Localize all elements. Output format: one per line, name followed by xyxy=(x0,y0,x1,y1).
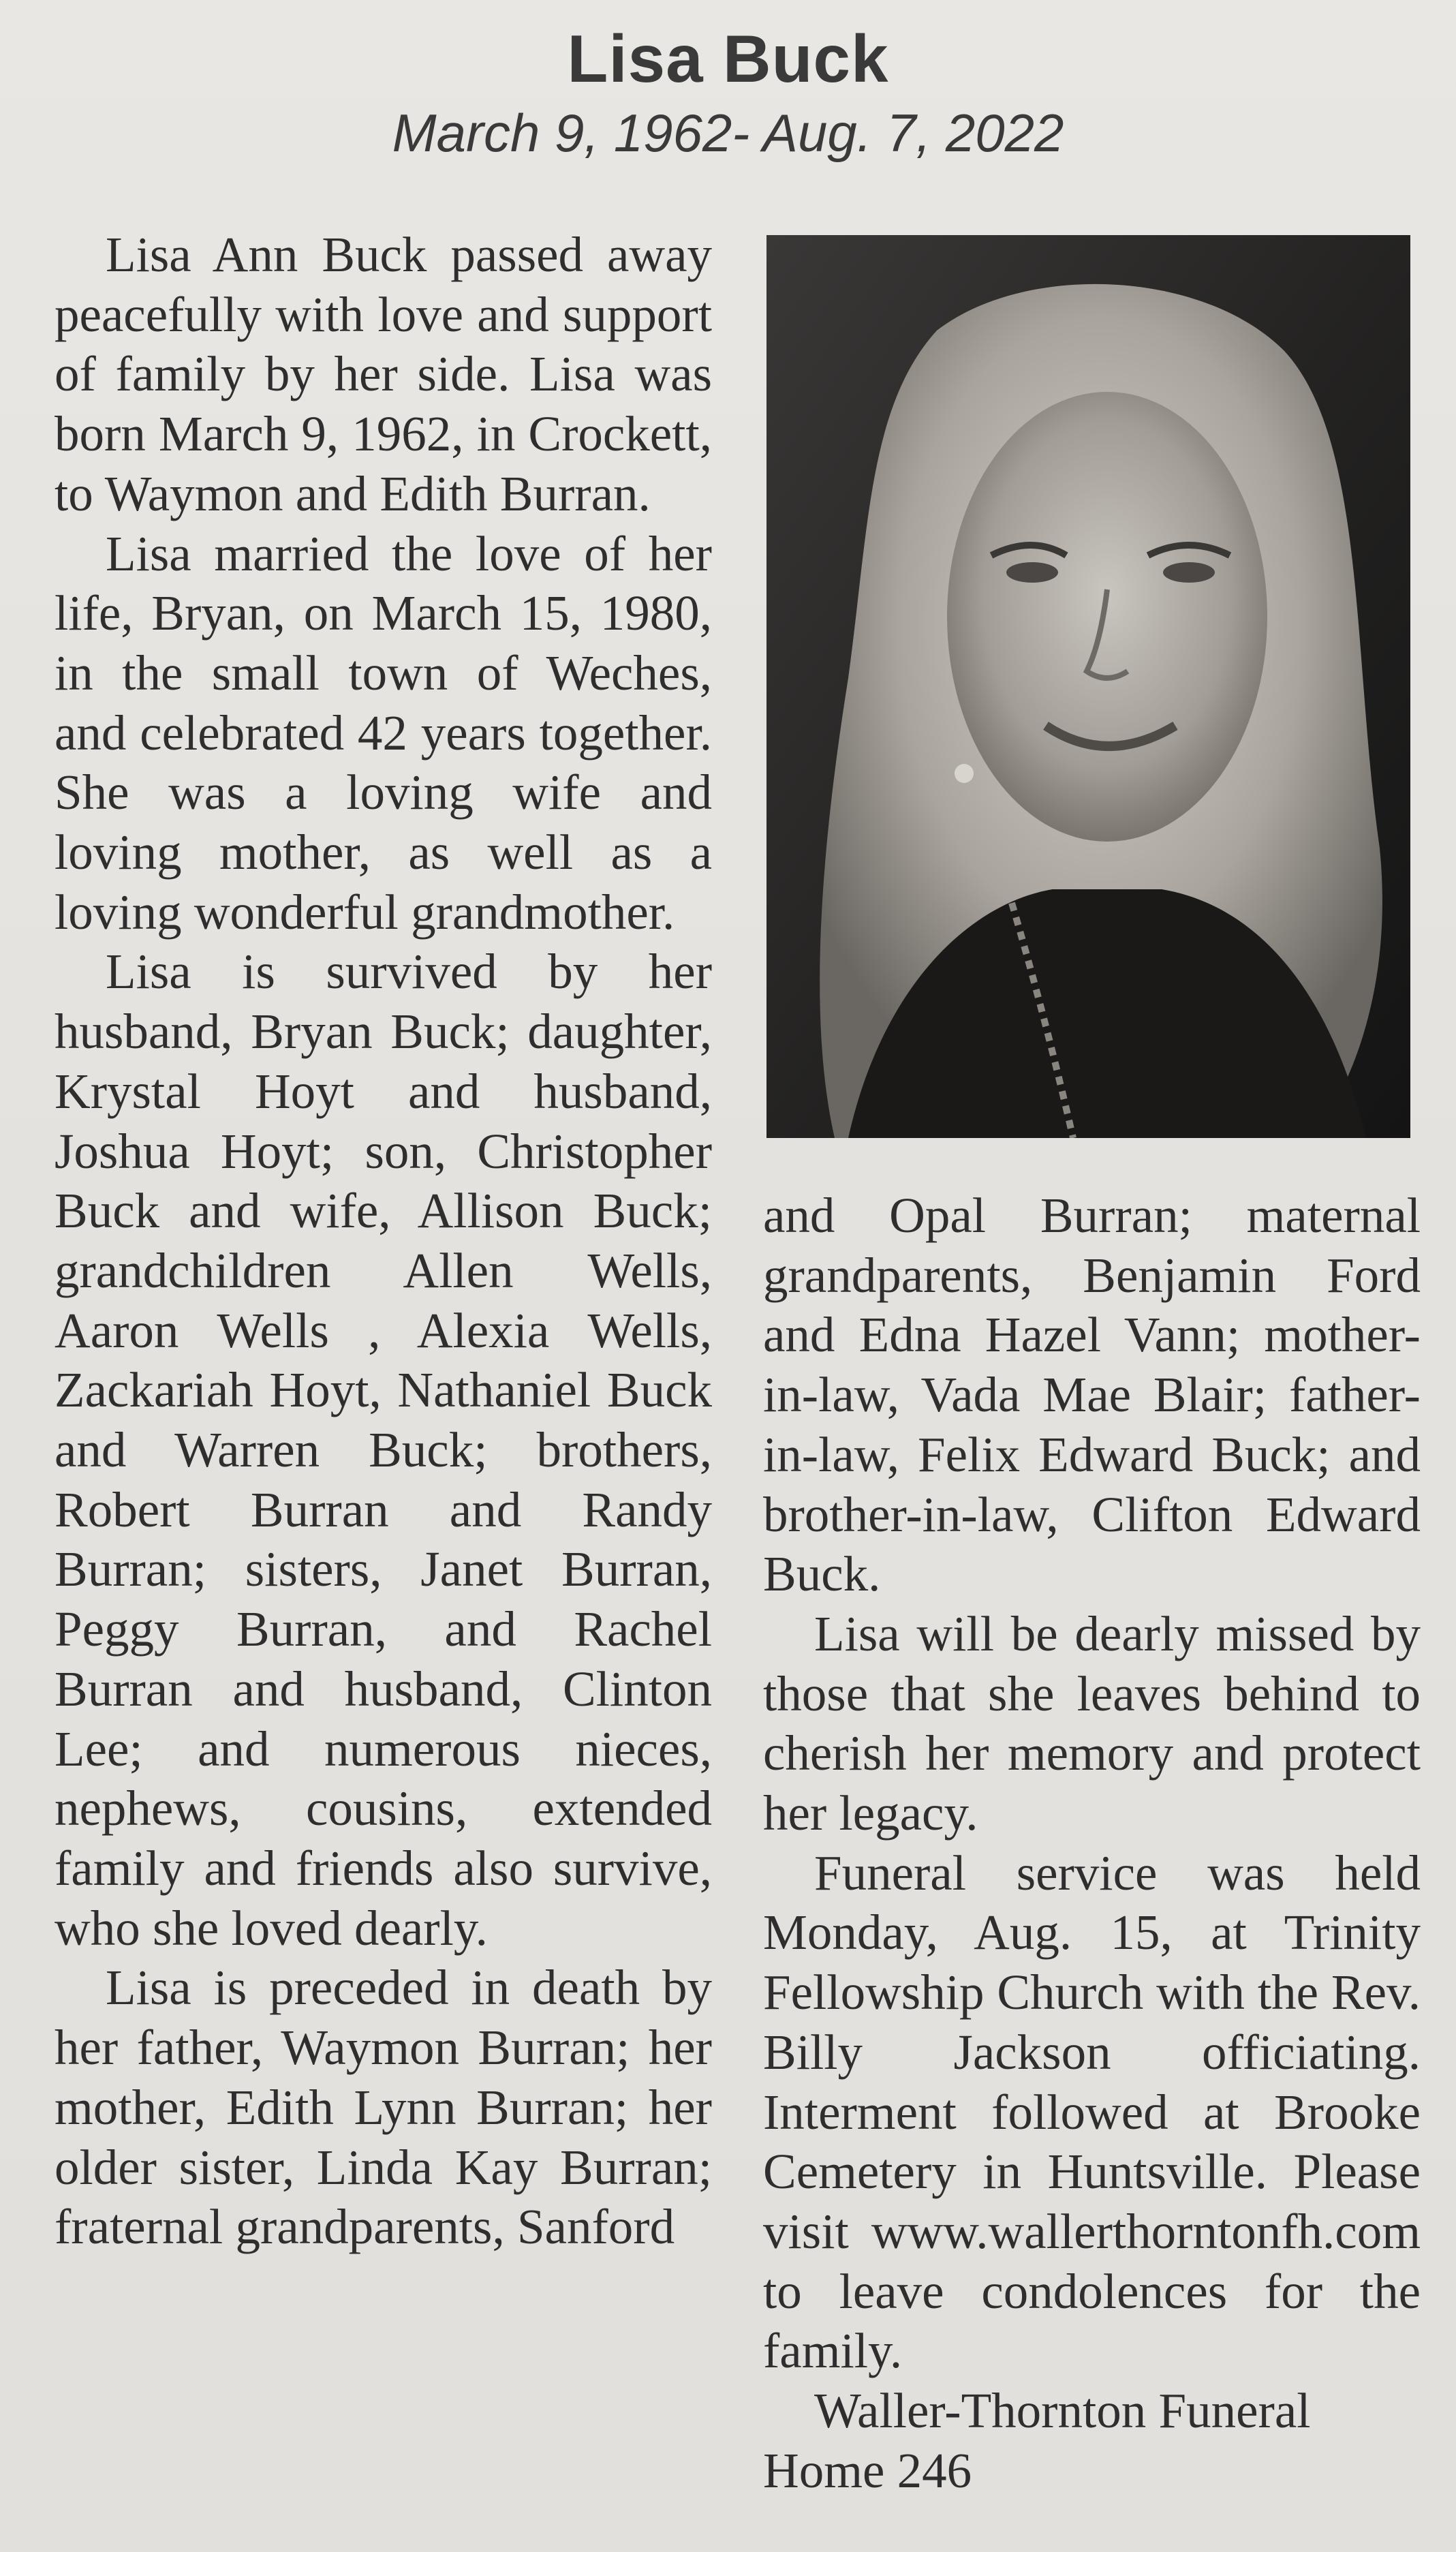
paragraph-funeral: Funeral service was held Monday, Aug. 15, at Trinity Fellowship Church with the Rev. Billy Jackson officiating. Interment followed at Brooke Cemetery in Huntsville. Please visit www.wallerthorntonfh.com to leave condolences for the family. xyxy=(763,1845,1421,2379)
paragraph-preceded: Lisa is preceded in death by her father, Waymon Burran; her mother, Edith Lynn Burran; her older sister, Linda Kay Burran; fraternal grandparents, Sanford xyxy=(55,1960,712,2255)
paragraph-marriage: Lisa married the love of her life, Bryan, on March 15, 1980, in the small town of Weches, and celebrated 42 years together. She was a loving wife and loving mother, as well as a loving wonderful grandmother. xyxy=(55,525,712,940)
paragraph-passing: Lisa Ann Buck passed away peacefully with love and support of family by her side. Lisa was born March 9, 1962, in Crockett, to Waymon and Edith Burran. xyxy=(55,227,712,521)
obituary-dates: March 9, 1962- Aug. 7, 2022 xyxy=(392,103,1064,163)
paragraph-funeral-home: Waller-Thornton Funeral Home 246 xyxy=(763,2383,1311,2498)
paragraph-legacy: Lisa will be dearly missed by those that she leaves behind to cherish her memory and protect her legacy. xyxy=(763,1605,1421,1841)
obituary-name: Lisa Buck xyxy=(567,21,889,96)
portrait-photo xyxy=(766,235,1410,1138)
left-column xyxy=(55,225,712,2257)
paragraph-survivors: Lisa is survived by her husband, Bryan Buck; daughter, Krystal Hoyt and husband, Joshua Hoyt; son, Christopher Buck and wife, Allison Buck; grandchildren Allen Wells, Aaron Wells , Alexia Wells, Zackariah Hoyt, Nathaniel Buck and Warren Buck; brothers, Robert Burran and Randy Burran; sisters, Janet Burran, Peggy Burran, and Rachel Burran and husband, Clinton Lee; and numerous nieces, nephews, cousins, extended family and friends also survive, who she loved dearly. xyxy=(55,944,712,1956)
paragraph-preceded-continued: and Opal Burran; maternal grandparents, Benjamin Ford and Edna Hazel Vann; mother-in-law, Vada Mae Blair; father-in-law, Felix Edward Buck; and brother-in-law, Clifton Edward Buck. xyxy=(763,1188,1421,1602)
right-column xyxy=(763,1186,1421,2500)
